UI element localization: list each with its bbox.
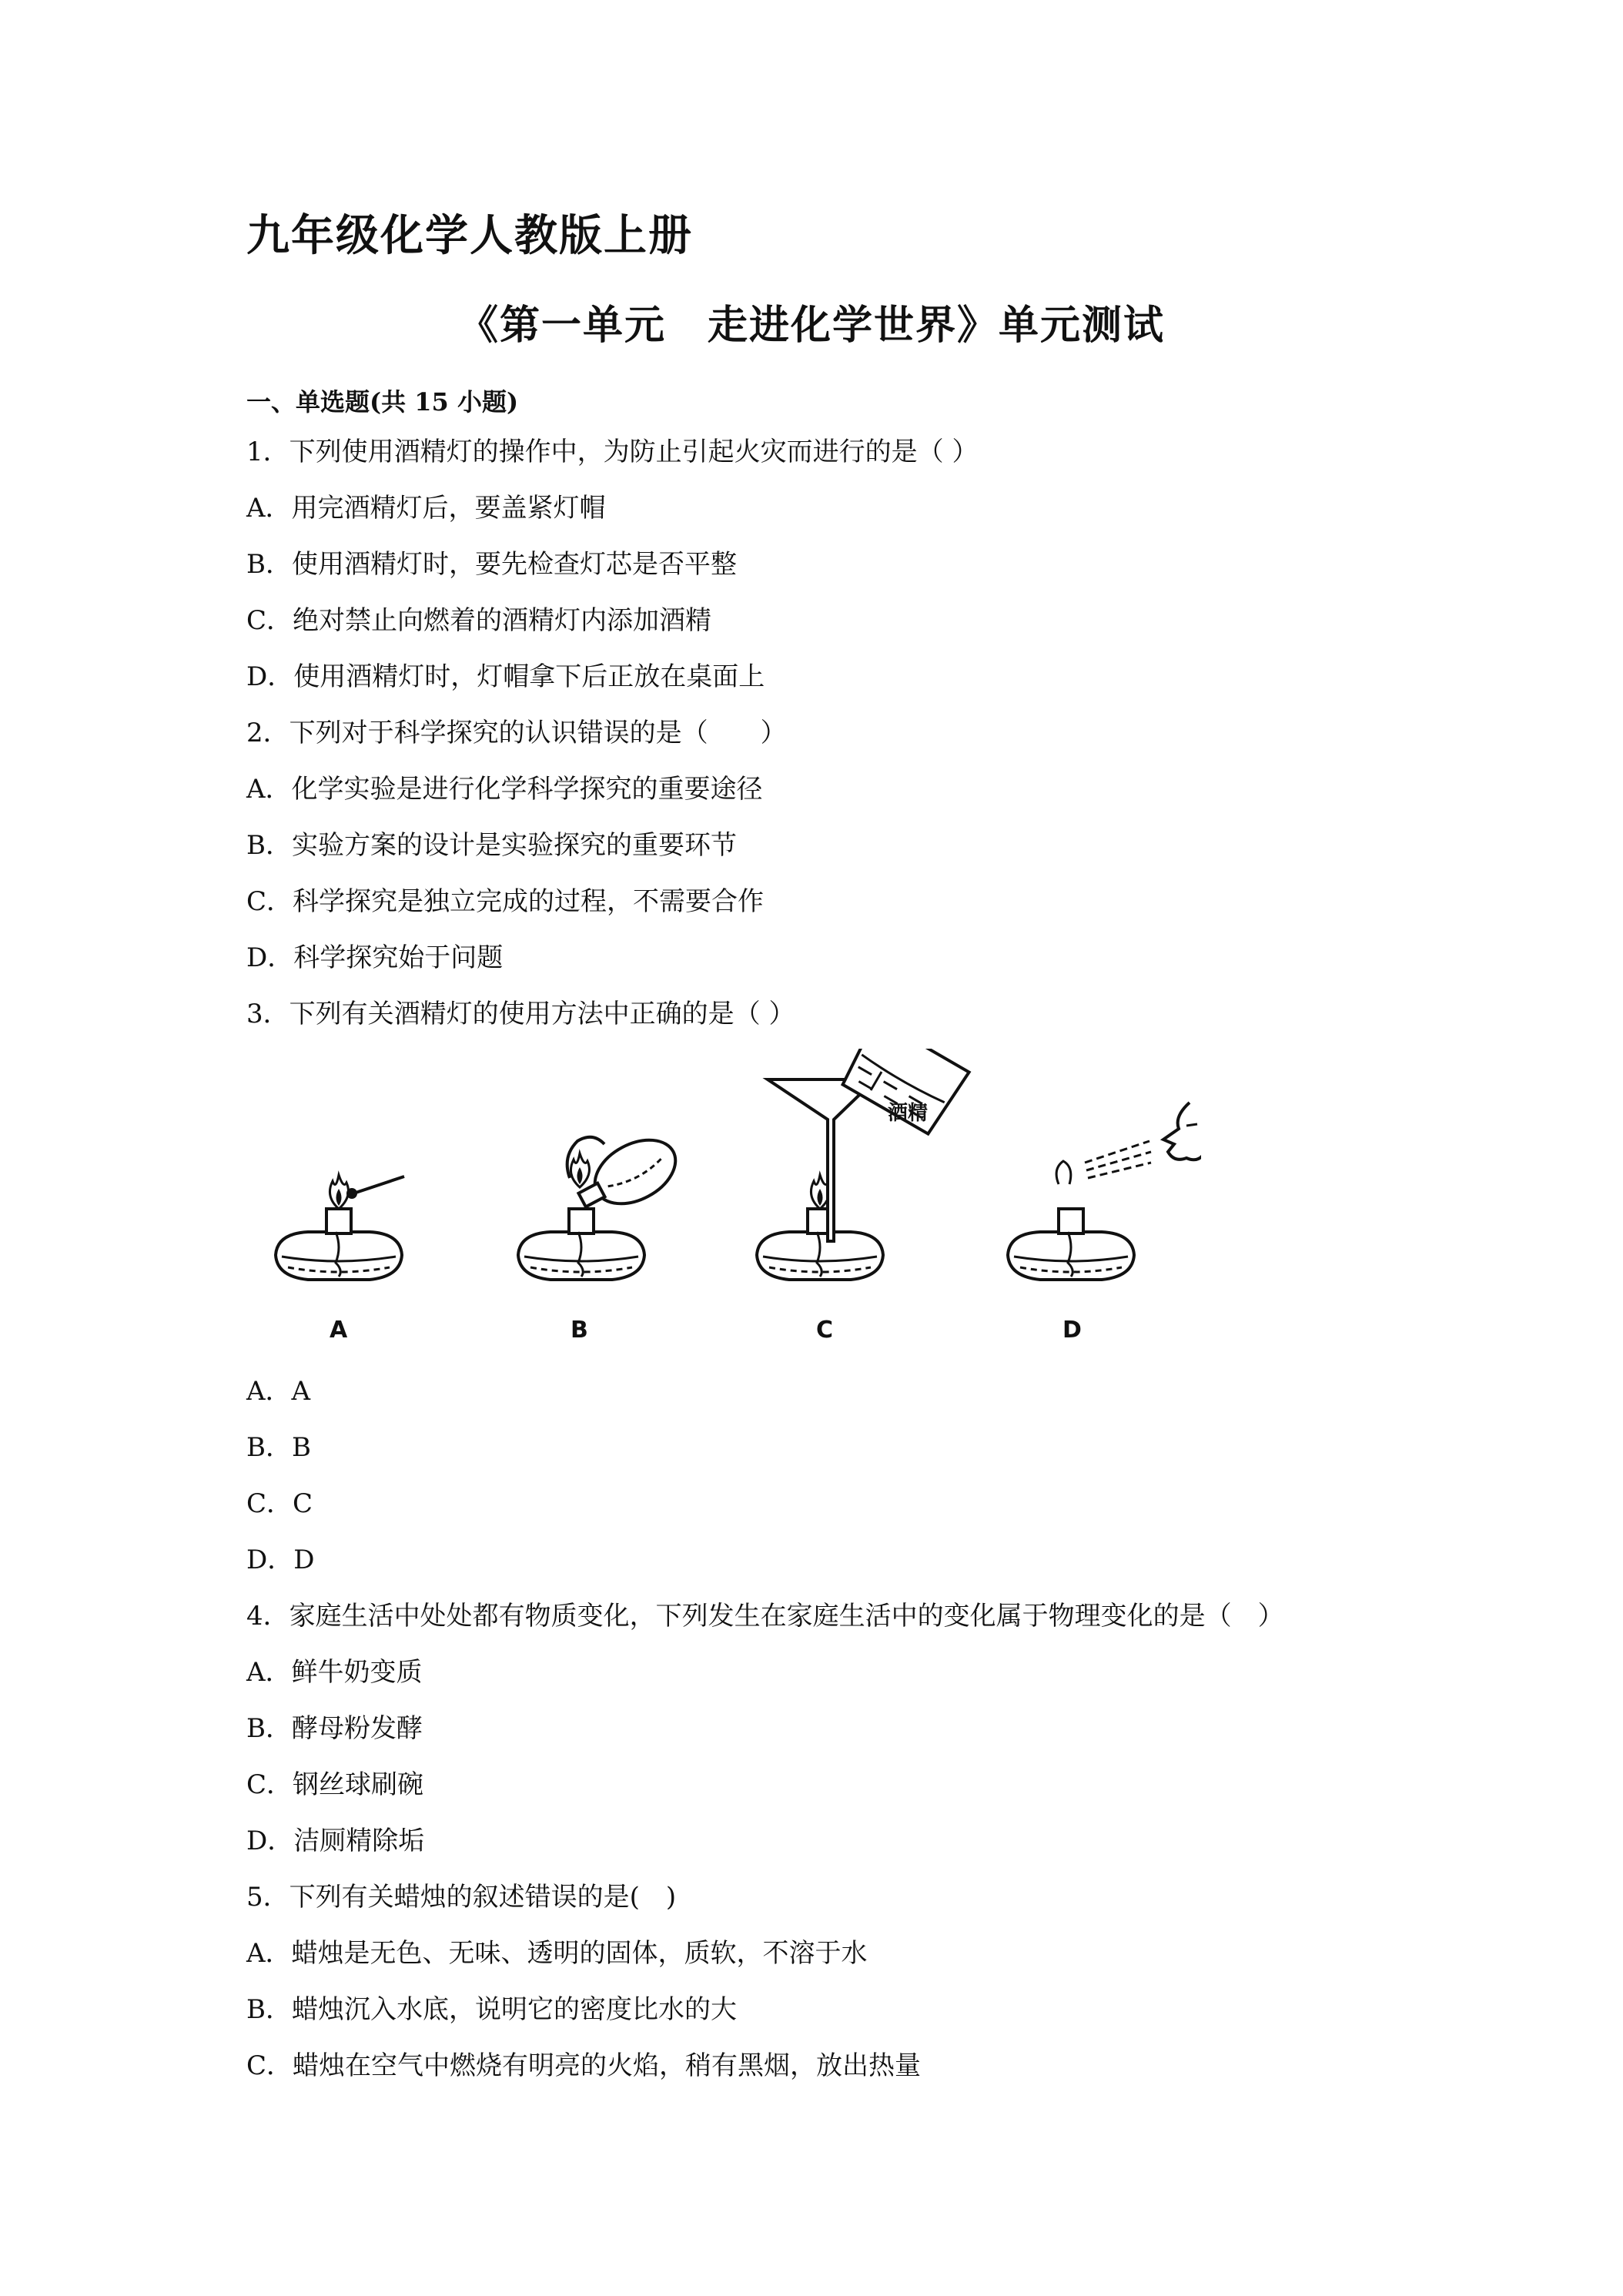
panel-label-b: B [571,1317,588,1344]
question-2-option-a: A．化学实验是进行化学科学探究的重要途径 [246,774,763,805]
question-3-option-b: B．B [246,1432,311,1463]
question-4-stem: 4．家庭生活中处处都有物质变化，下列发生在家庭生活中的变化属于物理变化的是（ ） [246,1601,1284,1632]
panel-d-blowing-out-lamp [1008,1103,1201,1280]
question-3-stem: 3．下列有关酒精灯的使用方法中正确的是（ ） [246,999,795,1029]
document-subtitle: 《第一单元 走进化学世界》单元测试 [457,303,1165,349]
question-5-option-c: C．蜡烛在空气中燃烧有明亮的火焰，稍有黑烟，放出热量 [246,2050,922,2081]
question-4-option-c: C．钢丝球刷碗 [246,1769,424,1800]
document-title: 九年级化学人教版上册 [246,211,693,261]
question-5-option-b: B．蜡烛沉入水底，说明它的密度比水的大 [246,1994,737,2025]
panel-label-a: A [330,1317,348,1344]
question-5-stem: 5．下列有关蜡烛的叙述错误的是( ) [246,1882,677,1913]
question-4-option-b: B．酵母粉发酵 [246,1713,423,1744]
question-3-option-c: C．C [246,1488,313,1519]
question-5-option-a: A．蜡烛是无色、无味、透明的固体，质软，不溶于水 [246,1938,868,1969]
alcohol-label: 酒精 [888,1102,929,1125]
question-2-option-b: B．实验方案的设计是实验探究的重要环节 [246,830,737,861]
question-2-option-c: C．科学探究是独立完成的过程，不需要合作 [246,886,765,917]
question-1-option-b: B．使用酒精灯时，要先检查灯芯是否平整 [246,549,737,580]
panel-b-lamp-lit-by-lamp [518,1127,686,1280]
question-1-option-d: D．使用酒精灯时，灯帽拿下后正放在桌面上 [246,661,765,692]
question-1-option-a: A．用完酒精灯后，要盖紧灯帽 [246,493,606,524]
question-1-option-c: C．绝对禁止向燃着的酒精灯内添加酒精 [246,605,712,636]
question-3-option-d: D．D [246,1545,315,1575]
panel-label-c: C [816,1317,834,1344]
panel-c-adding-alcohol-funnel [757,1049,969,1280]
question-2-option-d: D．科学探究始于问题 [246,942,504,973]
alcohol-lamp-figure [266,1049,1201,1357]
panel-a-lamp-lit-by-match [276,1175,404,1280]
question-4-option-d: D．洁厕精除垢 [246,1826,425,1856]
panel-label-d: D [1062,1317,1082,1344]
question-4-option-a: A．鲜牛奶变质 [246,1657,423,1688]
question-1-stem: 1．下列使用酒精灯的操作中，为防止引起火灾而进行的是（ ） [246,437,979,467]
question-2-stem: 2．下列对于科学探究的认识错误的是（ ） [246,718,787,748]
section-heading: 一、单选题(共 15 小题) [246,387,519,417]
question-3-option-a: A．A [246,1376,311,1407]
